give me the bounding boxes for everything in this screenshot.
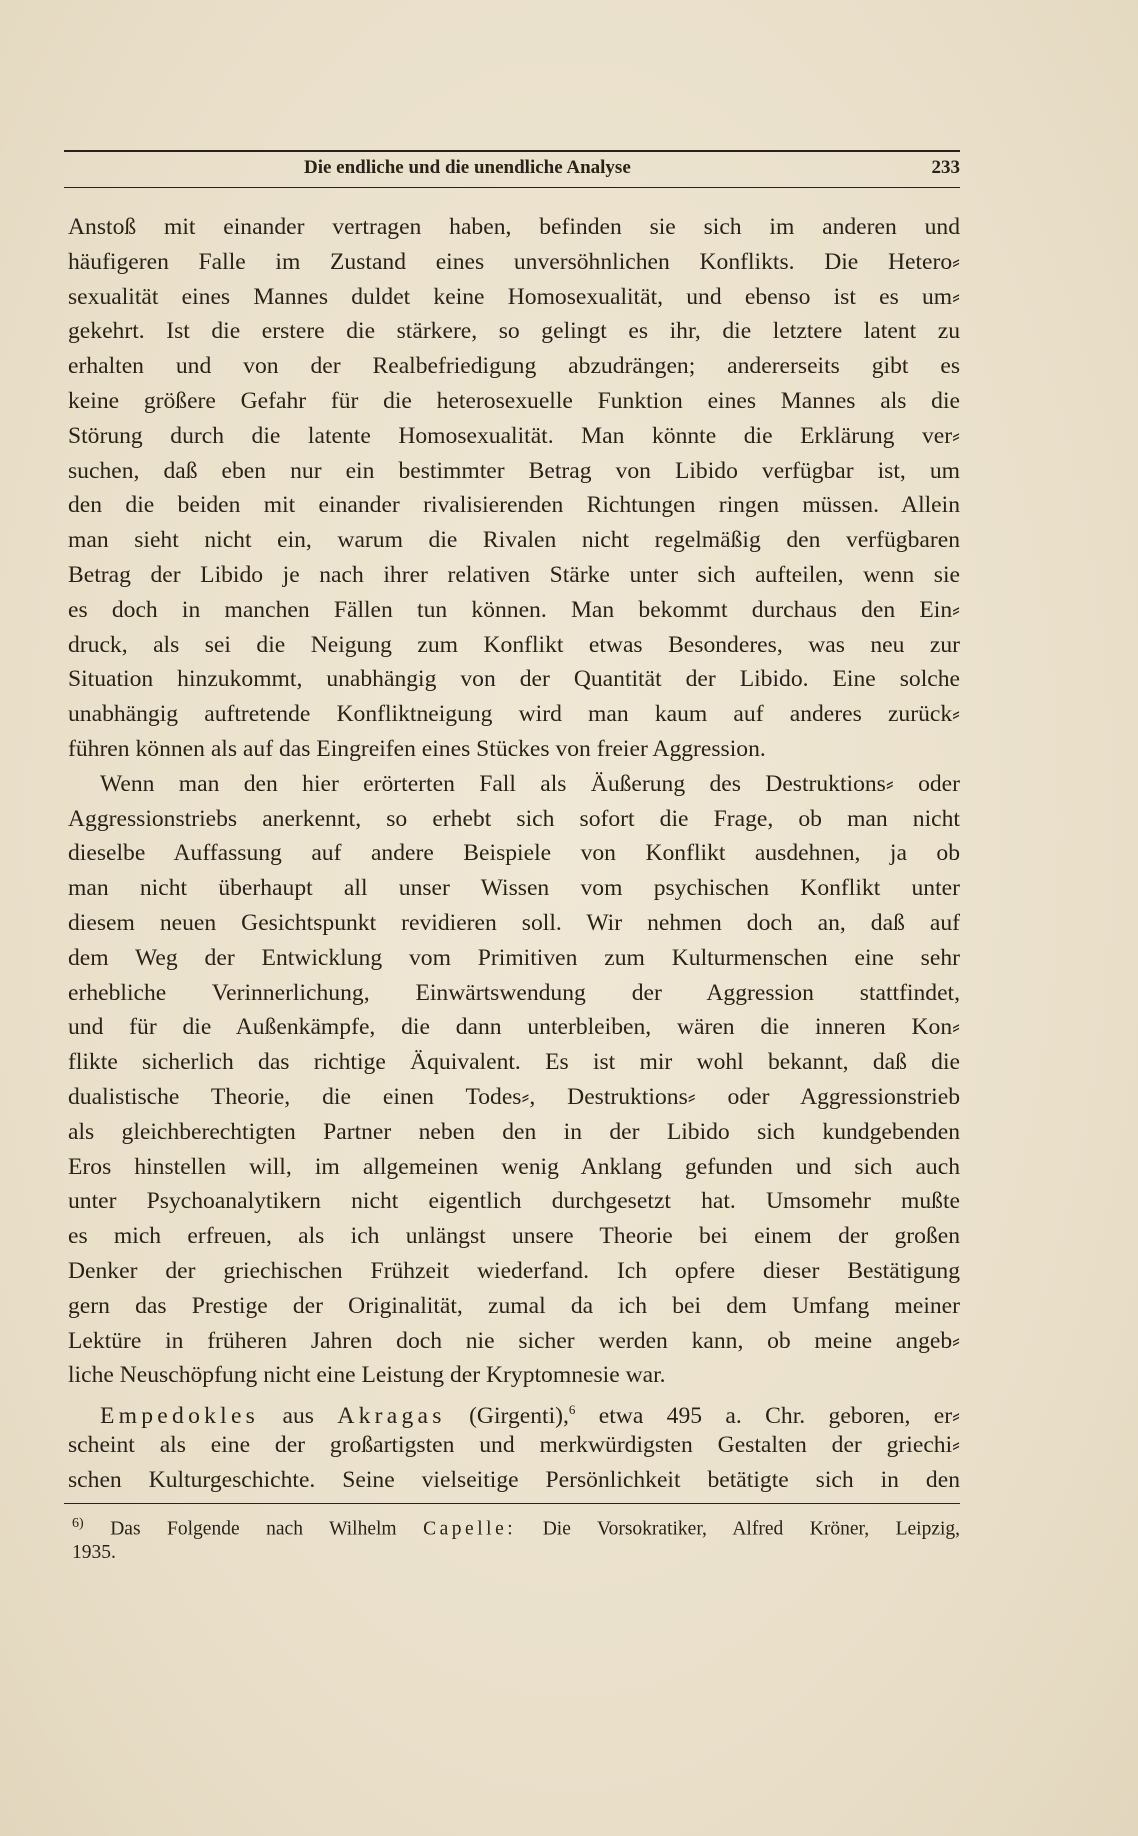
text-fragment: etwa 495 a. Chr. geboren, er⸗ [598,1402,960,1429]
text-line: man sieht nicht ein, warum die Rivalen nicht regelmäßig den verfügbaren [68,527,960,554]
text-line: diesem neuen Gesichtspunkt revidieren soll. Wir nehmen doch an, daß auf [68,909,960,936]
footnote-author: Capelle: [423,1518,517,1540]
text-line: es mich erfreuen, als ich unlängst unsere Theorie bei einem der großen [68,1223,960,1250]
body-text [68,210,960,1497]
text-line: den die beiden mit einander rivalisierenden Richtungen ringen müssen. Allein [68,492,960,519]
text-line: führen können als auf das Eingreifen eines Stückes von freier Aggression. [68,735,766,762]
text-line: Betrag der Libido je nach ihrer relativen Stärke unter sich aufteilen, wenn sie [68,561,960,588]
name-empedokles: Empedokles [100,1402,260,1429]
running-title: Die endliche und die unendliche Analyse [304,157,631,178]
footnote-year: 1935. [72,1541,116,1563]
text-line: sexualität eines Mannes duldet keine Homosexualität, und ebenso ist es um⸗ [68,283,960,310]
text-line: Aggressionstriebs anerkennt, so erhebt sich sofort die Frage, ob man nicht [68,805,960,832]
header-top-rule [64,150,960,152]
text-line: dem Weg der Entwicklung vom Primitiven zum Kulturmenschen eine sehr [68,944,960,971]
footnote [72,1512,960,1564]
text-line: Anstoß mit einander vertragen haben, befinden sie sich im anderen und [68,214,960,240]
text-line: Lektüre in früheren Jahren doch nie sicher werden kann, ob meine angeb⸗ [68,1327,960,1354]
footnote-reference: 6 [568,1402,576,1418]
text-line: häufigeren Falle im Zustand eines unversöhnlichen Konflikts. Die Hetero⸗ [68,248,960,275]
text-line: dualistische Theorie, die einen Todes⸗, Destruktions⸗ oder Aggressionstrieb [68,1083,960,1110]
text-line: keine größere Gefahr für die heterosexuelle Funktion eines Mannes als die [68,387,960,414]
text-line: Situation hinzukommt, unabhängig von der Quantität der Libido. Eine solche [68,666,960,693]
text-line: dieselbe Auffassung auf andere Beispiele von Konflikt ausdehnen, ja ob [68,840,960,867]
footnote-text: Das Folgende nach Wilhelm [110,1518,397,1540]
text-line: erhebliche Verinnerlichung, Einwärtswendung der Aggression stattfindet, [68,979,960,1006]
text-line: man nicht überhaupt all unser Wissen vom psychischen Konflikt unter [68,875,960,902]
text-line: unabhängig auftretende Konfliktneigung wird man kaum auf anderes zurück⸗ [68,701,960,728]
footnote-rule [64,1503,960,1504]
footnote-line [72,1512,960,1541]
text-line-empedokles [68,1393,960,1428]
text-line: liche Neuschöpfung nicht eine Leistung der Kryptomnesie war. [68,1362,666,1389]
text-line: gekehrt. Ist die erstere die stärkere, so gelingt es ihr, die letztere latent zu [68,318,960,345]
text-line: scheint als eine der großartigsten und merkwürdigsten Gestalten der griechi⸗ [68,1431,960,1458]
header-bottom-rule [64,187,960,188]
text-line: Eros hinstellen will, im allgemeinen wenig Anklang gefunden und sich auch [68,1153,960,1180]
text-line: druck, als sei die Neigung zum Konflikt etwas Besonderes, was neu zur [68,631,960,658]
page-number: 233 [931,157,960,178]
text-line: unter Psychoanalytikern nicht eigentlich durchgesetzt hat. Umsomehr mußte [68,1188,960,1215]
text-line: Denker der griechischen Frühzeit wiederfand. Ich opfere dieser Bestätigung [68,1257,960,1284]
footnote-text: Die Vorsokratiker, Alfred Kröner, Leipzig, [542,1518,961,1540]
text-line: Störung durch die latente Homosexualität. Man könnte die Erklärung ver⸗ [68,422,960,449]
text-line: flikte sicherlich das richtige Äquivalent. Es ist mir wohl bekannt, daß die [68,1049,960,1076]
text-line: Wenn man den hier erörterten Fall als Äußerung des Destruktions⸗ oder [100,770,960,797]
text-line: suchen, daß eben nur ein bestimmter Betrag von Libido verfügbar ist, um [68,457,960,484]
text-fragment: (Girgenti), [469,1402,569,1429]
footnote-mark: 6) [72,1516,84,1531]
text-line: und für die Außenkämpfe, die dann unterbleiben, wären die inneren Kon⸗ [68,1014,960,1041]
text-line: erhalten und von der Realbefriedigung abzudrängen; andererseits gibt es [68,353,960,380]
text-line: schen Kulturgeschichte. Seine vielseitige Persönlichkeit betätigte sich in den [68,1466,960,1493]
running-header [64,154,960,184]
name-akragas: Akragas [337,1402,446,1429]
text-line: es doch in manchen Fällen tun können. Man bekommt durchaus den Ein⸗ [68,596,960,623]
text-line: gern das Prestige der Originalität, zumal da ich bei dem Umfang meiner [68,1292,960,1319]
text-line: als gleichberechtigten Partner neben den in der Libido sich kundgebenden [68,1118,960,1145]
text-fragment: aus [282,1402,314,1429]
